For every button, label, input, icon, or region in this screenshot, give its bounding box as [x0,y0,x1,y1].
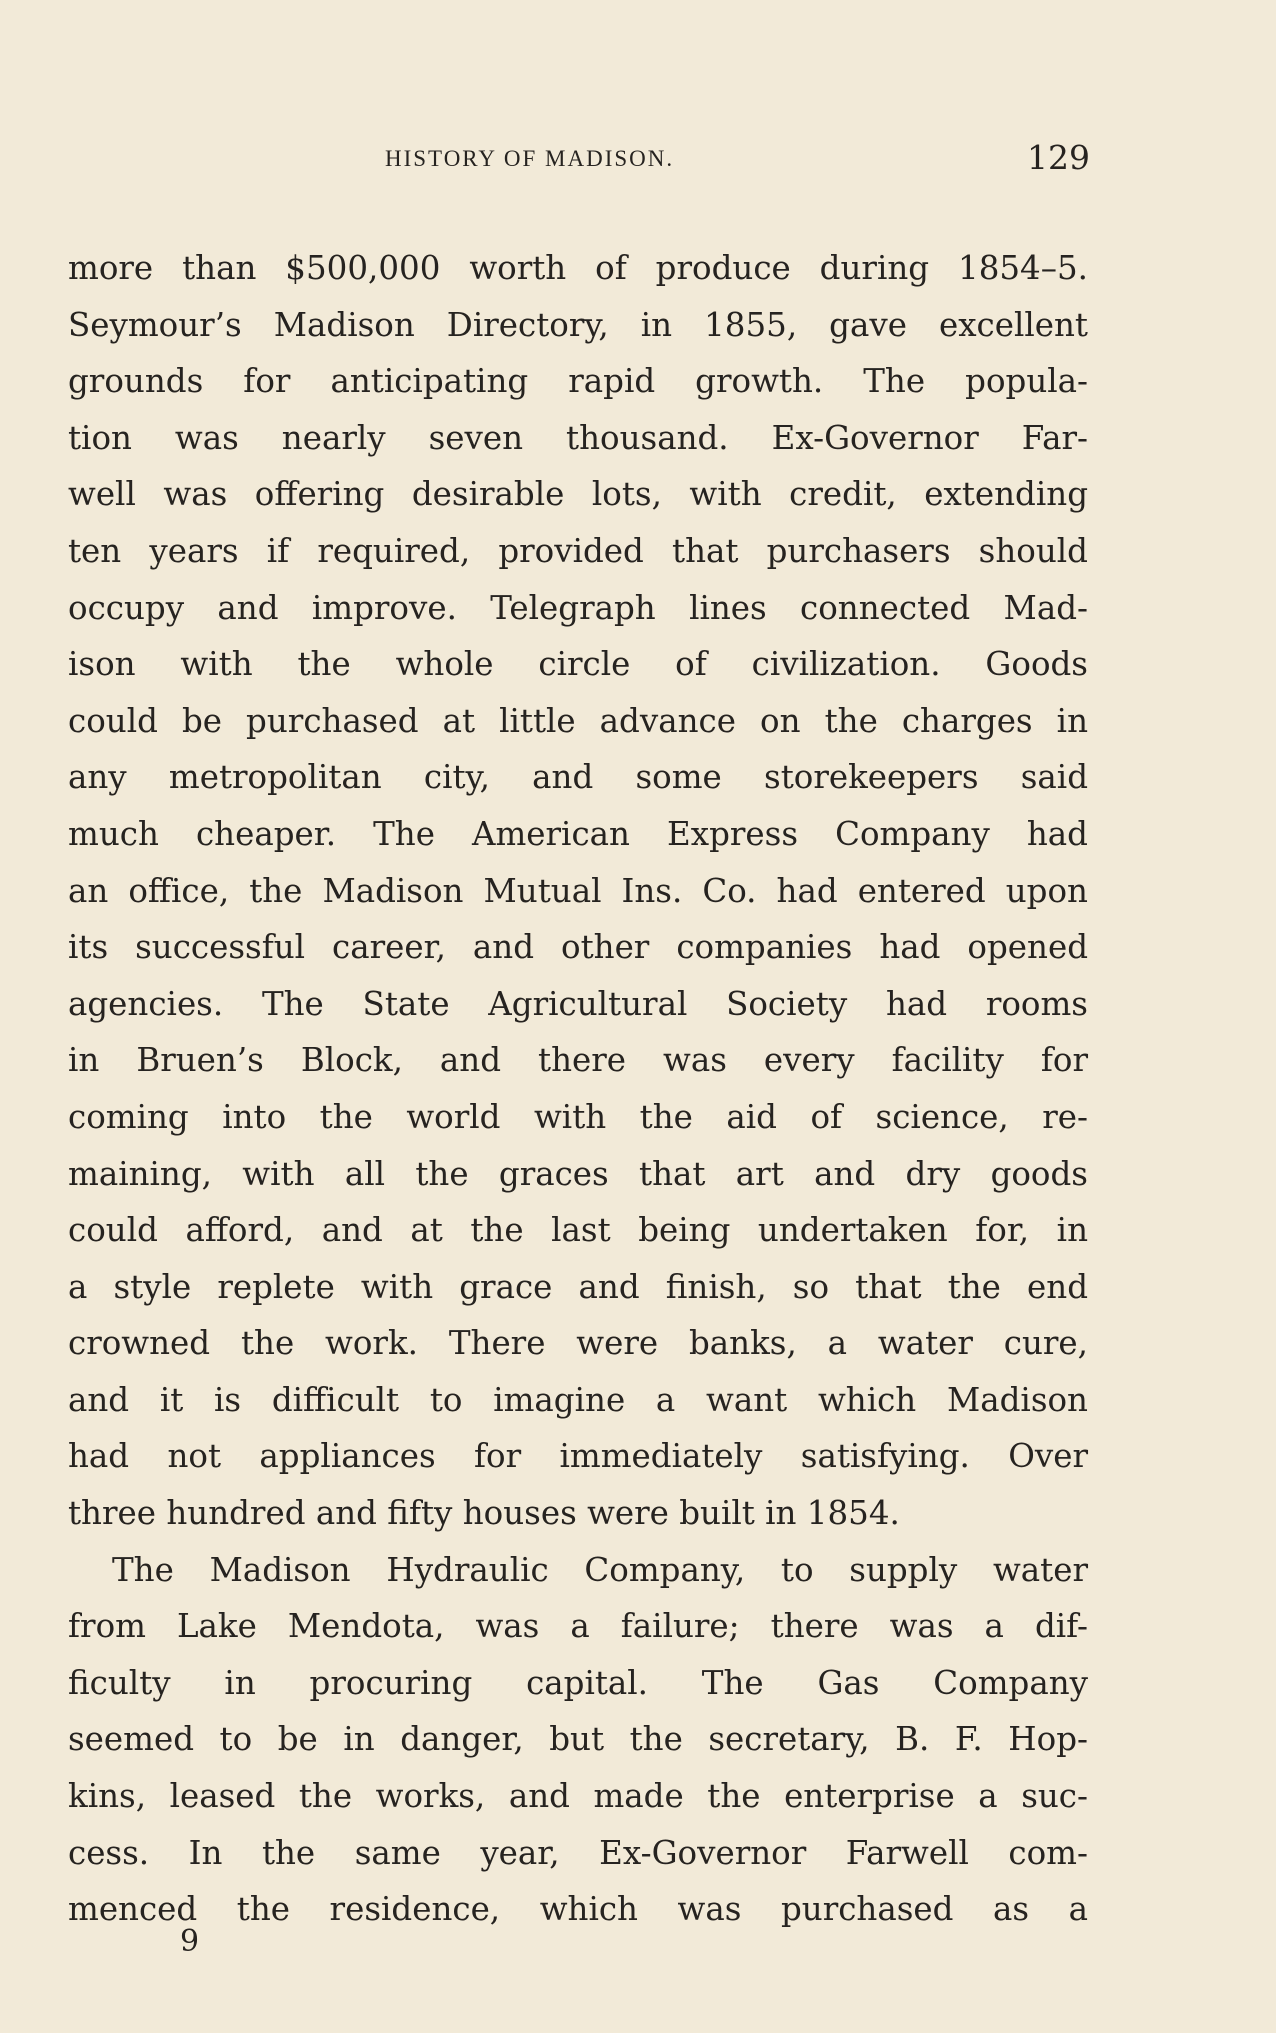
text-line: grounds for anticipating rapid growth. The popula- [68,362,1088,401]
text-line: ficulty in procuring capital. The Gas Company [68,1663,1088,1702]
text-line: ten years if required, provided that purchasers should [68,531,1088,570]
text-line: crowned the work. There were banks, a water cure, [68,1324,1088,1363]
text-line: an office, the Madison Mutual Ins. Co. had entered upon [68,871,1088,910]
text-line: tion was nearly seven thousand. Ex-Governor Far- [68,418,1088,457]
text-line: agencies. The State Agricultural Society had rooms [68,984,1088,1023]
text-line: more than $500,000 worth of produce during 1854–5. [68,249,1088,287]
text-line: a style replete with grace and finish, so that the end [68,1267,1088,1306]
text-line: seemed to be in danger, but the secretary, B. F. Hop- [68,1720,1088,1759]
paragraph-start-line: The Madison Hydraulic Company, to supply water [112,1550,1088,1589]
text-line: Seymour’s Madison Directory, in 1855, gave excellent [68,305,1088,344]
text-line: maining, with all the graces that art and dry goods [68,1154,1088,1193]
text-line: could afford, and at the last being undertaken for, in [68,1211,1088,1250]
text-line: ison with the whole circle of civilization. Goods [68,645,1088,684]
text-line: in Bruen’s Block, and there was every facility for [68,1041,1088,1080]
signature-mark: 9 [180,1924,200,1959]
paragraph-end-line: three hundred and fifty houses were built in 1854. [68,1494,900,1533]
text-line: had not appliances for immediately satisfying. Over [68,1437,1088,1476]
text-line: occupy and improve. Telegraph lines connected Mad- [68,588,1088,627]
page-header [65,138,1090,178]
text-line: well was offering desirable lots, with credit, extending [68,475,1088,514]
text-line: and it is difficult to imagine a want which Madison [68,1380,1088,1419]
text-line: kins, leased the works, and made the enterprise a suc- [68,1777,1088,1816]
text-line: its successful career, and other companies had opened [68,928,1088,967]
text-line: cess. In the same year, Ex-Governor Farwell com- [68,1833,1088,1872]
text-line: could be purchased at little advance on the charges in [68,701,1088,740]
text-line: any metropolitan city, and some storekeepers said [68,758,1088,797]
body-text [68,240,1088,1938]
page-number: 129 [1027,138,1090,177]
text-line: coming into the world with the aid of science, re- [68,1097,1088,1136]
running-head: HISTORY OF MADISON. [385,146,675,171]
text-line: much cheaper. The American Express Company had [68,814,1088,853]
text-line: from Lake Mendota, was a failure; there was a dif- [68,1607,1088,1646]
text-line: menced the residence, which was purchased as a [68,1890,1088,1929]
